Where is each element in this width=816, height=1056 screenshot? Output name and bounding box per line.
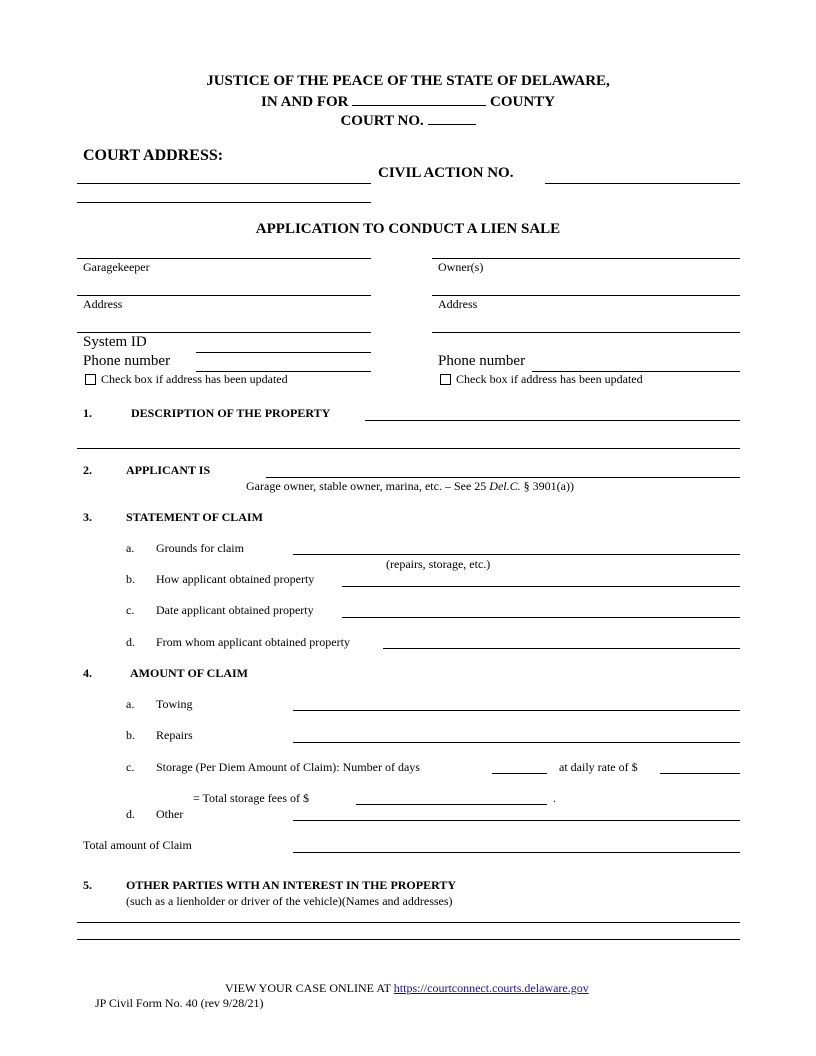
garagekeeper-phone-label: Phone number (83, 353, 171, 369)
garagekeeper-line[interactable] (77, 258, 371, 259)
repairs-label: Repairs (156, 728, 193, 742)
view-case-online (225, 981, 589, 996)
applicant-line[interactable] (266, 477, 740, 478)
amount-item-letter: a. (126, 697, 135, 711)
grounds-hint: (repairs, storage, etc.) (386, 557, 491, 571)
daily-rate-line[interactable] (660, 773, 740, 774)
court-no-heading (0, 111, 816, 130)
claim-item-letter: c. (126, 603, 135, 617)
court-no-label: COURT NO. (340, 113, 424, 129)
amount-item-letter: d. (126, 807, 135, 821)
total-claim-line[interactable] (293, 852, 740, 853)
county-heading (0, 92, 816, 111)
section-1-number: 1. (83, 406, 92, 420)
grounds-label: Grounds for claim (156, 541, 244, 555)
garagekeeper-address-line[interactable] (77, 295, 371, 296)
how-obtained-label: How applicant obtained property (156, 572, 315, 586)
section-3-title: STATEMENT OF CLAIM (126, 510, 263, 524)
court-no-blank[interactable] (428, 111, 476, 125)
amount-item-letter: b. (126, 728, 135, 742)
court-address-line-1[interactable] (77, 183, 371, 184)
date-obtained-line[interactable] (342, 617, 740, 618)
civil-action-label: CIVIL ACTION NO. (378, 165, 514, 181)
owner-phone-label: Phone number (438, 353, 526, 369)
total-storage-label: = Total storage fees of $ (193, 791, 310, 805)
view-case-text: VIEW YOUR CASE ONLINE AT (225, 981, 394, 995)
other-label: Other (156, 807, 184, 821)
court-address-label: COURT ADDRESS: (83, 147, 224, 164)
section-5-number: 5. (83, 878, 92, 892)
total-storage-line[interactable] (356, 804, 547, 805)
section-1-title: DESCRIPTION OF THE PROPERTY (131, 406, 331, 420)
claim-item-letter: d. (126, 635, 135, 649)
county-label: COUNTY (490, 94, 556, 110)
towing-line[interactable] (293, 710, 740, 711)
total-storage-period: . (553, 791, 556, 805)
section-5-title: OTHER PARTIES WITH AN INTEREST IN THE PROPERTY (126, 878, 457, 892)
section-2-title: APPLICANT IS (126, 463, 211, 477)
storage-label: Storage (Per Diem Amount of Claim): Number of days (156, 760, 420, 774)
amount-item-letter: c. (126, 760, 135, 774)
claim-item-letter: a. (126, 541, 135, 555)
garagekeeper-address-line-2[interactable] (77, 332, 371, 333)
civil-action-line[interactable] (545, 183, 740, 184)
owner-checkbox-label: Check box if address has been updated (456, 372, 643, 386)
owner-address-label: Address (438, 297, 478, 311)
owner-address-updated-checkbox[interactable] (440, 374, 451, 385)
garagekeeper-address-updated-checkbox[interactable] (85, 374, 96, 385)
owner-address-line-2[interactable] (432, 332, 740, 333)
system-id-line[interactable] (196, 352, 371, 353)
repairs-line[interactable] (293, 742, 740, 743)
section-3-number: 3. (83, 510, 92, 524)
courtconnect-link[interactable]: https://courtconnect.courts.delaware.gov (393, 981, 589, 995)
court-address-line-2[interactable] (77, 202, 371, 203)
property-description-line[interactable] (365, 420, 740, 421)
system-id-label: System ID (83, 334, 147, 350)
section-5-subtitle: (such as a lienholder or driver of the vehicle)(Names and addresses) (126, 894, 453, 908)
garagekeeper-address-label: Address (83, 297, 123, 311)
garagekeeper-label: Garagekeeper (83, 260, 150, 274)
section-4-title: AMOUNT OF CLAIM (130, 666, 248, 680)
property-description-line-2[interactable] (77, 448, 740, 449)
form-number: JP Civil Form No. 40 (rev 9/28/21) (95, 996, 264, 1010)
towing-label: Towing (156, 697, 193, 711)
applicant-note: Garage owner, stable owner, marina, etc. – See 25 Del.C. § 3901(a)) (246, 479, 574, 493)
daily-rate-label: at daily rate of $ (559, 760, 638, 774)
garagekeeper-checkbox-label: Check box if address has been updated (101, 372, 288, 386)
other-parties-line-2[interactable] (77, 939, 740, 940)
owner-line[interactable] (432, 258, 740, 259)
section-4-number: 4. (83, 666, 92, 680)
owner-address-line[interactable] (432, 295, 740, 296)
in-and-for-label: IN AND FOR (260, 94, 349, 110)
owner-label: Owner(s) (438, 260, 484, 274)
county-blank[interactable] (352, 92, 486, 106)
form-title: APPLICATION TO CONDUCT A LIEN SALE (255, 221, 561, 237)
grounds-line[interactable] (293, 554, 740, 555)
from-whom-label: From whom applicant obtained property (156, 635, 350, 649)
number-of-days-line[interactable] (492, 773, 547, 774)
other-line[interactable] (293, 820, 740, 821)
date-obtained-label: Date applicant obtained property (156, 603, 314, 617)
how-obtained-line[interactable] (342, 586, 740, 587)
total-claim-label: Total amount of Claim (83, 838, 192, 852)
other-parties-line-1[interactable] (77, 922, 740, 923)
court-heading: JUSTICE OF THE PEACE OF THE STATE OF DELAWARE, (206, 73, 610, 89)
from-whom-line[interactable] (383, 648, 740, 649)
section-2-number: 2. (83, 463, 92, 477)
claim-item-letter: b. (126, 572, 135, 586)
